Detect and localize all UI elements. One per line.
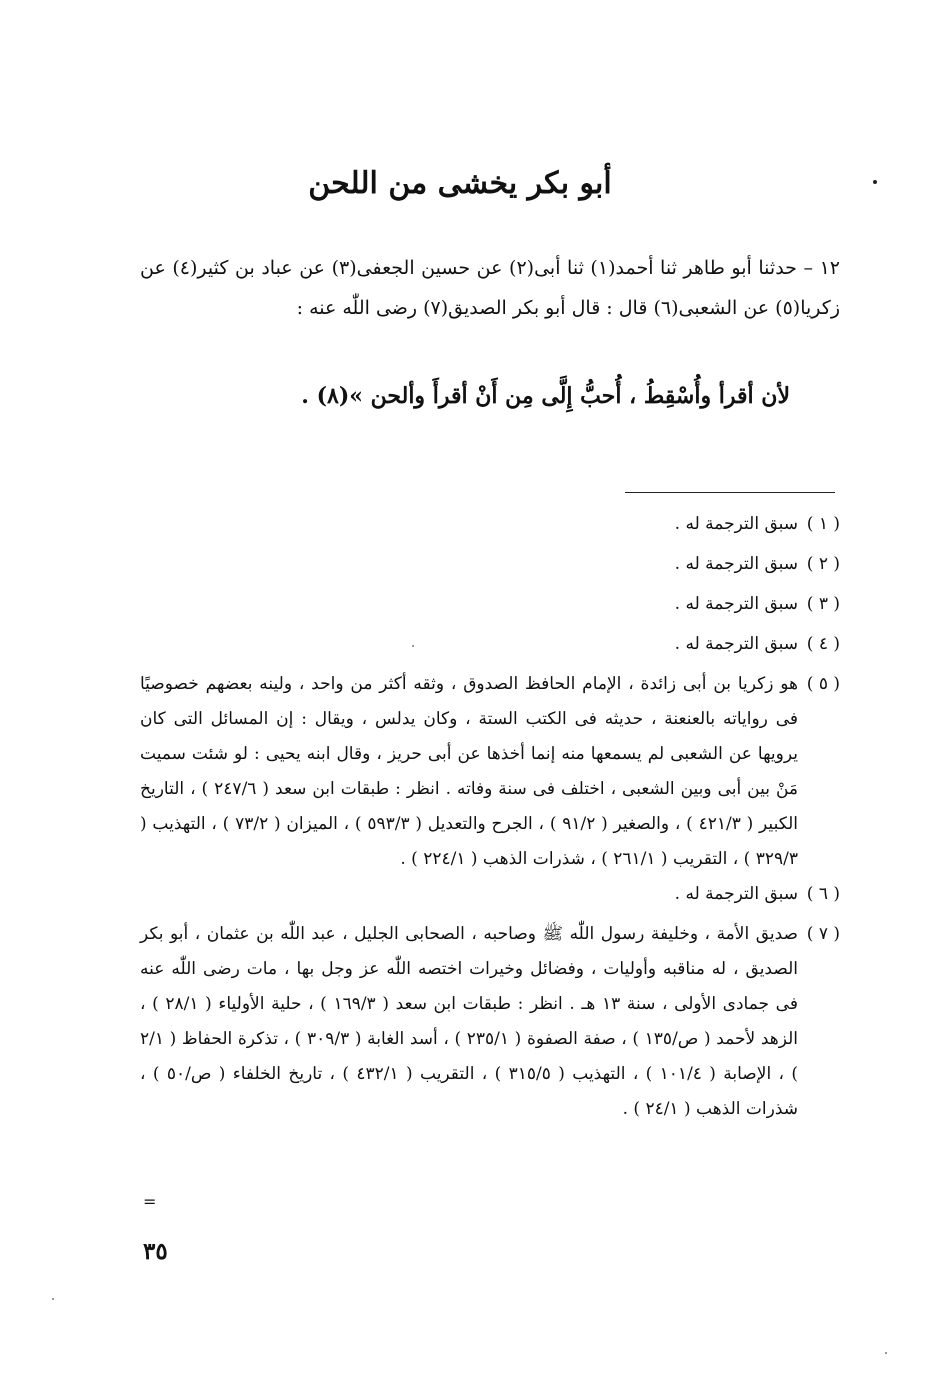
- chapter-title: أبو بكر يخشى من اللحن: [308, 166, 612, 201]
- footnote-number: ( ٦ ): [806, 884, 840, 904]
- footnote-4: [140, 627, 840, 662]
- footnote-5: [140, 667, 840, 877]
- footnote-number: ( ٤ ): [806, 634, 840, 654]
- scan-speck: [412, 645, 414, 647]
- footnote-2: [140, 547, 840, 582]
- footnote-text: سبق الترجمة له .: [674, 634, 798, 654]
- footnote-text: سبق الترجمة له .: [674, 554, 798, 574]
- footnote-text: سبق الترجمة له .: [674, 884, 798, 904]
- footnote-text: صديق الأمة ، وخليفة رسول اللّٰه ﷺ وصاحبه ، الصحابى الجليل ، عبد اللّٰه بن عثمان ، أبو بكر الصديق ، له مناقبه وأوليات ، وفضائل وخيرات اختصه اللّٰه عز وجل بها ، مات رضى اللّٰه عنه فى جمادى الأولى ، سنة ١٣ هـ . انظر : طبقات ابن سعد ( ١٦٩/٣ ) ، حلية الأولياء ( ٢٨/١ ) ، الزهد لأحمد ( ص/١٣٥ ) ، صفة الصفوة ( ٢٣٥/١ ) ، أسد الغابة ( ٣٠٩/٣ ) ، تذكرة الحفاظ ( ٢/١ ) ، الإصابة ( ١٠١/٤ ) ، التهذيب ( ٣١٥/٥ ) ، التقريب ( ٤٣٢/١ ) ، تاريخ الخلفاء ( ص/٥٠ ) ، شذرات الذهب ( ٢٤/١ ) .: [140, 924, 799, 1119]
- margin-dot: [873, 180, 877, 184]
- continuation-mark: =: [143, 1192, 157, 1211]
- footnotes: [140, 507, 840, 1127]
- footnote-3: [140, 587, 840, 622]
- footnote-text: هو زكريا بن أبى زائدة ، الإمام الحافظ الصدوق ، وثقه أكثر من واحد ، ولينه بعضهم خصوصيًا فى رواياته بالعنعنة ، حديثه فى الكتب الستة ، وكان يدلس ، ويقال : إن المسائل التى كان يرويها عن الشعبى لم يسمعها منه إنما أخذها عن أبى حريز ، وقال ابنه يحيى : لو شئت سميت مَنْ بين أبى وبين الشعبى ، اختلف فى سنة وفاته . انظر : طبقات ابن سعد ( ٢٤٧/٦ ) ، التاريخ الكبير ( ٤٢١/٣ ) ، والصغير ( ٩١/٢ ) ، الجرح والتعديل ( ٥٩٣/٣ ) ، الميزان ( ٧٣/٢ ) ، التهذيب ( ٣٢٩/٣ ) ، التقريب ( ٢٦١/١ ) ، شذرات الذهب ( ٢٢٤/١ ) .: [140, 674, 798, 869]
- footnote-7: [140, 917, 840, 1127]
- footnote-number: ( ٥ ): [806, 674, 840, 694]
- hadith-chain-paragraph: ١٢ – حدثنا أبو طاهر ثنا أحمد(١) ثنا أبى(٢) عن حسين الجعفى(٣) عن عباد بن كثير(٤) عن زكريا(٥) عن الشعبى(٦) قال : قال أبو بكر الصديق(٧) رضى اللّٰه عنه :: [140, 257, 840, 319]
- quote-text: لأن أقرأ وأُسْقِطُ ، أُحبُّ إِلَّى مِن أَنْ أقرأَ وألحن »(٨) .: [301, 383, 790, 409]
- footnote-number: ( ٢ ): [806, 554, 840, 574]
- scan-speck: [52, 1298, 54, 1300]
- footnote-number: ( ٣ ): [806, 594, 840, 614]
- footnote-1: [140, 507, 840, 542]
- footnote-6: [140, 877, 840, 912]
- footnote-text: سبق الترجمة له .: [674, 514, 798, 534]
- footnote-number: ( ٧ ): [806, 924, 840, 944]
- page-number: ٣٥: [143, 1238, 168, 1265]
- footnote-separator: [625, 492, 835, 493]
- scan-speck: [885, 1352, 887, 1354]
- footnote-number: ( ١ ): [806, 514, 840, 534]
- footnote-text: سبق الترجمة له .: [674, 594, 798, 614]
